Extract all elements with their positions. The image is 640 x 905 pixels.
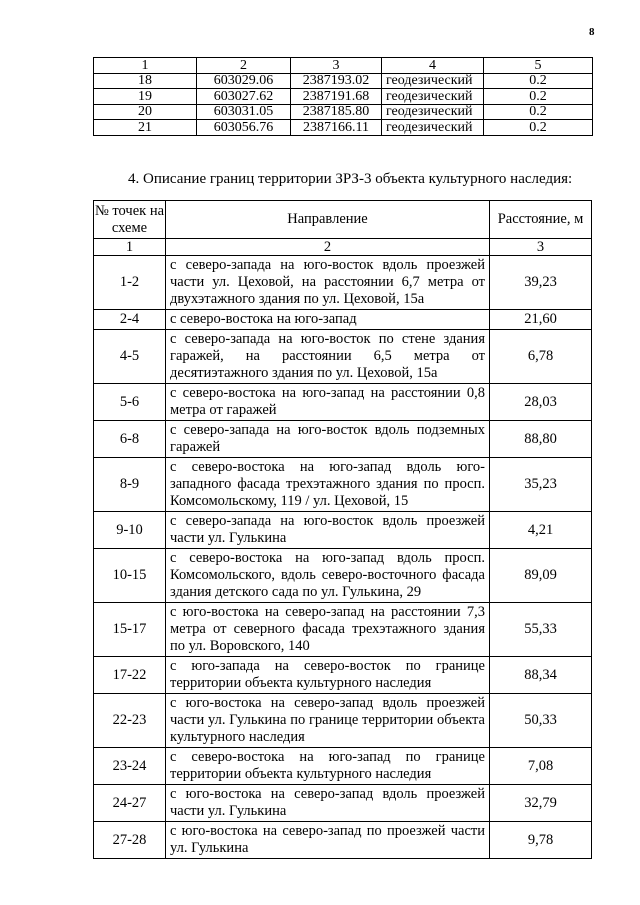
column-number: 1	[94, 58, 197, 74]
page-number: 8	[589, 26, 595, 38]
table-row	[94, 785, 592, 822]
segment-direction: с северо-востока на юго-запад по границе территории объекта культурного наследия	[166, 748, 490, 785]
segment-distance: 21,60	[490, 310, 592, 330]
point-number: 20	[94, 104, 197, 120]
segment-points: 22-23	[94, 694, 166, 748]
segment-points: 15-17	[94, 603, 166, 657]
coordinates-header-row	[94, 58, 593, 74]
segment-distance: 39,23	[490, 256, 592, 310]
segment-distance: 88,80	[490, 421, 592, 458]
table-row	[94, 822, 592, 859]
column-number: 3	[490, 239, 592, 256]
segment-distance: 7,08	[490, 748, 592, 785]
segment-distance: 35,23	[490, 458, 592, 512]
borders-header-row	[94, 201, 592, 239]
coordinate-y: 2387166.11	[291, 120, 382, 136]
table-row	[94, 549, 592, 603]
coordinate-y: 2387185.80	[291, 104, 382, 120]
determination-method: геодезический	[382, 104, 484, 120]
segment-points: 10-15	[94, 549, 166, 603]
column-number: 4	[382, 58, 484, 74]
segment-distance: 55,33	[490, 603, 592, 657]
segment-direction: с юго-востока на северо-запад по проезжей части ул. Гулькина	[166, 822, 490, 859]
direction-header: Направление	[166, 201, 490, 239]
table-row	[94, 421, 592, 458]
coordinate-y: 2387193.02	[291, 73, 382, 89]
coordinate-x: 603056.76	[197, 120, 291, 136]
segment-direction: с юго-востока на северо-запад на расстоянии 7,3 метра от северного фасада трехэтажного здания по ул. Воровского, 140	[166, 603, 490, 657]
point-number: 18	[94, 73, 197, 89]
segment-points: 8-9	[94, 458, 166, 512]
point-number: 21	[94, 120, 197, 136]
accuracy: 0.2	[484, 120, 593, 136]
accuracy: 0.2	[484, 89, 593, 105]
segment-direction: с юго-востока на северо-запад вдоль проезжей части ул. Гулькина по границе территории объекта культурного наследия	[166, 694, 490, 748]
coordinate-x: 603029.06	[197, 73, 291, 89]
segment-points: 2-4	[94, 310, 166, 330]
coordinate-x: 603027.62	[197, 89, 291, 105]
segment-direction: с юго-востока на северо-запад вдоль проезжей части ул. Гулькина	[166, 785, 490, 822]
segment-direction: с юго-запада на северо-восток по границе территории объекта культурного наследия	[166, 657, 490, 694]
section-title: 4. Описание границ территории ЗРЗ-3 объекта культурного наследия:	[128, 171, 573, 187]
table-row	[94, 512, 592, 549]
accuracy: 0.2	[484, 73, 593, 89]
coordinates-table	[93, 57, 593, 136]
segment-points: 6-8	[94, 421, 166, 458]
segment-distance: 28,03	[490, 384, 592, 421]
distance-header: Расстояние, м	[490, 201, 592, 239]
segment-direction: с северо-запада на юго-восток по стене здания гаражей, на расстоянии 6,5 метра от десятиэтажного здания по ул. Цеховой, 15а	[166, 330, 490, 384]
segment-points: 27-28	[94, 822, 166, 859]
coordinate-x: 603031.05	[197, 104, 291, 120]
table-row	[94, 330, 592, 384]
point-number: 19	[94, 89, 197, 105]
segment-distance: 50,33	[490, 694, 592, 748]
segment-points: 5-6	[94, 384, 166, 421]
table-row	[94, 458, 592, 512]
table-row	[94, 384, 592, 421]
column-number: 3	[291, 58, 382, 74]
segment-points: 17-22	[94, 657, 166, 694]
determination-method: геодезический	[382, 120, 484, 136]
segment-direction: с северо-запада на юго-восток вдоль проезжей части ул. Гулькина	[166, 512, 490, 549]
borders-table	[93, 200, 592, 859]
segment-direction: с северо-запада на юго-восток вдоль проезжей части ул. Цеховой, на расстоянии 6,7 метра от двухэтажного здания по ул. Цеховой, 15а	[166, 256, 490, 310]
segment-distance: 89,09	[490, 549, 592, 603]
segment-points: 1-2	[94, 256, 166, 310]
determination-method: геодезический	[382, 73, 484, 89]
coordinate-y: 2387191.68	[291, 89, 382, 105]
table-row	[94, 603, 592, 657]
segment-distance: 6,78	[490, 330, 592, 384]
segment-direction: с северо-востока на юго-запад вдоль просп. Комсомольского, вдоль северо-восточного фасада здания детского сада по ул. Гулькина, 29	[166, 549, 490, 603]
segment-direction: с северо-востока на юго-запад на расстоянии 0,8 метра от гаражей	[166, 384, 490, 421]
points-header: № точек на схеме	[94, 201, 166, 239]
table-row	[94, 73, 593, 89]
segment-points: 9-10	[94, 512, 166, 549]
segment-distance: 4,21	[490, 512, 592, 549]
table-row	[94, 89, 593, 105]
segment-distance: 32,79	[490, 785, 592, 822]
column-number: 1	[94, 239, 166, 256]
column-number: 2	[197, 58, 291, 74]
segment-direction: с северо-востока на юго-запад вдоль юго-западного фасада трехэтажного здания по просп. Комсомольскому, 119 / ул. Цеховой, 15	[166, 458, 490, 512]
segment-direction: с северо-запада на юго-восток вдоль подземных гаражей	[166, 421, 490, 458]
segment-points: 23-24	[94, 748, 166, 785]
column-number: 5	[484, 58, 593, 74]
table-row	[94, 310, 592, 330]
table-row	[94, 694, 592, 748]
determination-method: геодезический	[382, 89, 484, 105]
table-row	[94, 120, 593, 136]
table-row	[94, 256, 592, 310]
column-numbers-row	[94, 239, 592, 256]
segment-distance: 9,78	[490, 822, 592, 859]
table-row	[94, 104, 593, 120]
segment-points: 24-27	[94, 785, 166, 822]
accuracy: 0.2	[484, 104, 593, 120]
column-number: 2	[166, 239, 490, 256]
segment-distance: 88,34	[490, 657, 592, 694]
table-row	[94, 657, 592, 694]
segment-points: 4-5	[94, 330, 166, 384]
table-row	[94, 748, 592, 785]
segment-direction: с северо-востока на юго-запад	[166, 310, 490, 330]
